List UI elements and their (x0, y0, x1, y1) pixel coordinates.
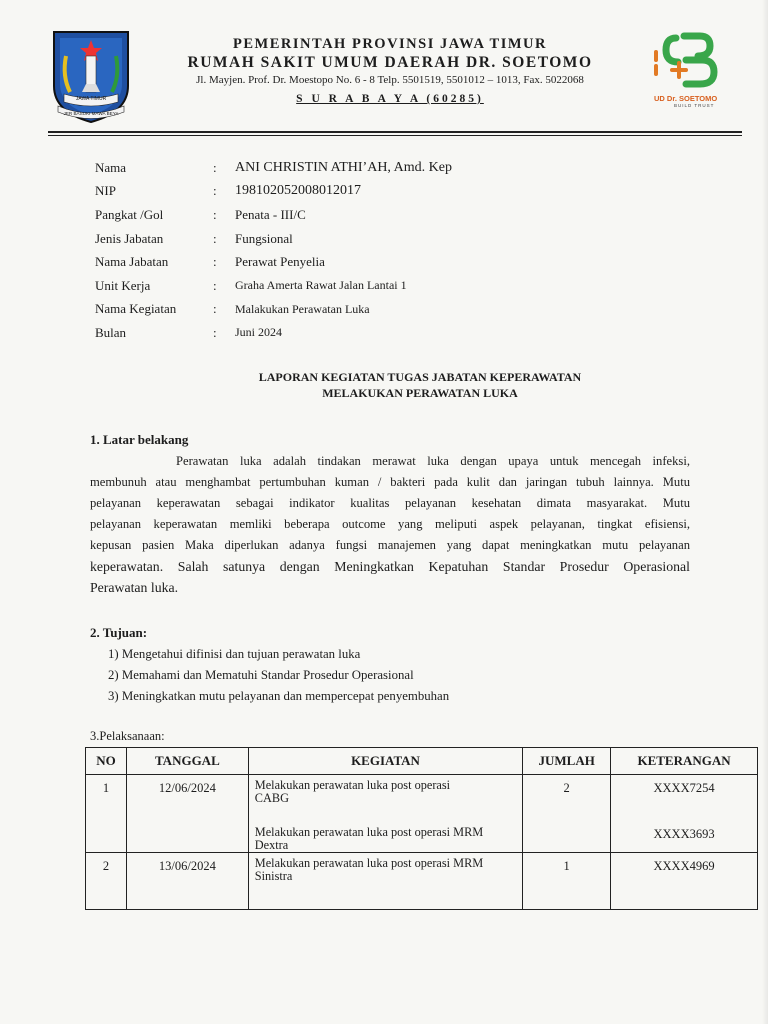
info-label: NIP (95, 183, 116, 199)
section-heading-tujuan: 2. Tujuan: (90, 625, 148, 640)
info-row-unit-kerja (95, 274, 452, 298)
cell-jumlah: 2 (523, 775, 611, 853)
kegiatan-text: Dextra (254, 838, 289, 852)
pelaksanaan-table (85, 747, 758, 910)
info-label: Nama (95, 159, 127, 175)
table-header-row (86, 748, 758, 775)
section-heading-pelaksanaan: 3.Pelaksanaan: (90, 729, 165, 743)
cell-kegiatan (248, 775, 522, 853)
jawa-timur-emblem-logo (48, 26, 134, 124)
list-item: 2) Memahami dan Mematuhi Standar Prosedur Operasional (108, 668, 414, 682)
kegiatan-text: Melakukan perawatan luka post operasi (254, 778, 451, 792)
info-value: 198102052008012017 (235, 183, 361, 199)
info-separator: : (213, 301, 217, 317)
paragraph-line: kepusan pasien Maka diperlukan adanya fungsi manajemen yang dapat meningkatkan mutu pelayanan (90, 538, 690, 552)
letterhead-city: S U R A B A Y A (60285) (296, 93, 484, 105)
cell-kegiatan (248, 853, 522, 910)
column-header-tanggal: TANGGAL (126, 748, 248, 775)
info-row-nama-jabatan (95, 250, 452, 274)
column-header-no: NO (86, 748, 127, 775)
letterhead-address: Jl. Mayjen. Prof. Dr. Moestopo No. 6 - 8 Telp. 5501519, 5501012 – 1013, Fax. 5022068 (196, 74, 584, 86)
table-row (86, 853, 758, 910)
section-heading-latar-belakang: 1. Latar belakang (90, 432, 189, 447)
info-separator: : (213, 183, 217, 199)
info-value: Juni 2024 (235, 325, 283, 340)
ud-dr-soetomo-logo (650, 30, 730, 114)
header-divider-thick (48, 131, 742, 133)
right-logo-subcaption: BUILD TRUST (674, 103, 715, 108)
info-separator: : (213, 230, 217, 246)
cell-no: 2 (86, 853, 127, 910)
info-row-nama-kegiatan (95, 298, 452, 322)
paragraph-line: pelayanan keperawatan memliki beberapa outcome yang meliputi aspek pelayanan, tingkat efisiensi, (90, 517, 690, 531)
letterhead-government: PEMERINTAH PROVINSI JAWA TIMUR (233, 36, 547, 52)
tujuan-list (108, 644, 449, 707)
column-header-keterangan: KETERANGAN (611, 748, 758, 775)
info-separator: : (213, 277, 217, 293)
header-divider-thin (48, 135, 742, 136)
letterhead (150, 36, 630, 109)
cell-keterangan (611, 775, 758, 853)
paragraph-line: Perawatan luka adalah tindakan merawat luka dengan upaya untuk mencegah infeksi, (176, 454, 690, 468)
paragraph-line: pelayanan keperawatan sebagai indikator kualitas pelayanan kesehatan dimata masyarakat. Mutu (90, 496, 690, 510)
column-header-kegiatan: KEGIATAN (248, 748, 522, 775)
info-separator: : (213, 254, 217, 270)
info-label: Nama Jabatan (95, 254, 169, 270)
list-item: 1) Mengetahui difinisi dan tujuan perawatan luka (108, 647, 361, 661)
info-row-pangkat (95, 203, 452, 227)
emblem-name-text: JAWA TIMUR (75, 96, 107, 102)
cell-jumlah: 1 (523, 853, 611, 910)
report-title-line2: MELAKUKAN PERAWATAN LUKA (322, 386, 518, 400)
info-separator: : (213, 324, 217, 340)
info-row-nip (95, 180, 452, 204)
info-separator: : (213, 159, 217, 175)
latar-belakang-paragraph (90, 451, 690, 598)
cell-tanggal: 13/06/2024 (126, 853, 248, 910)
info-label: Jenis Jabatan (95, 230, 164, 246)
info-row-nama (95, 156, 452, 180)
info-label: Pangkat /Gol (95, 206, 164, 222)
right-logo-caption: UD Dr. SOETOMO (654, 94, 718, 103)
kegiatan-text: Melakukan perawatan luka post operasi MRM (254, 825, 484, 839)
keterangan-text: XXXX3693 (653, 827, 715, 841)
report-title-line1: LAPORAN KEGIATAN TUGAS JABATAN KEPERAWATAN (258, 370, 582, 384)
info-label: Nama Kegiatan (95, 301, 177, 317)
info-value: Fungsional (235, 230, 293, 246)
emblem-motto-text: JER BASUKI MAWA BEYA (63, 111, 119, 116)
scan-edge-shadow (762, 0, 768, 1024)
kegiatan-text: Melakukan perawatan luka post operasi MRM (254, 856, 484, 870)
report-title (200, 369, 640, 401)
cell-tanggal: 12/06/2024 (126, 775, 248, 853)
info-row-jenis-jabatan (95, 227, 452, 251)
list-item: 3) Meningkatkan mutu pelayanan dan mempercepat penyembuhan (108, 689, 450, 703)
info-row-bulan (95, 321, 452, 345)
info-separator: : (213, 206, 217, 222)
keterangan-text: XXXX7254 (653, 781, 715, 795)
paragraph-line: keperawatan. Salah satunya dengan Meningkatkan Kepatuhan Standar Prosedur Operasional (90, 559, 690, 574)
table-row (86, 775, 758, 853)
column-header-jumlah: JUMLAH (523, 748, 611, 775)
info-label: Bulan (95, 324, 127, 340)
paragraph-line: Perawatan luka. (90, 580, 179, 595)
info-label: Unit Kerja (95, 277, 151, 293)
kegiatan-text: CABG (254, 791, 289, 805)
info-value: Penata - III/C (235, 206, 306, 222)
letterhead-hospital-name: RUMAH SAKIT UMUM DAERAH DR. SOETOMO (187, 54, 593, 71)
cell-keterangan: XXXX4969 (611, 853, 758, 910)
paragraph-line: membunuh atau menghambat pertumbuhan kuman / bakteri pada kulit dan jaringan tubuh lainnya. Mutu (90, 475, 690, 489)
identity-info (95, 156, 452, 345)
info-value: Malakukan Perawatan Luka (235, 301, 370, 316)
kegiatan-text: Sinistra (254, 869, 293, 883)
info-value: Graha Amerta Rawat Jalan Lantai 1 (235, 278, 407, 293)
info-value: Perawat Penyelia (235, 254, 325, 270)
cell-no: 1 (86, 775, 127, 853)
info-value: ANI CHRISTIN ATHI’AH, Amd. Kep (235, 159, 452, 175)
